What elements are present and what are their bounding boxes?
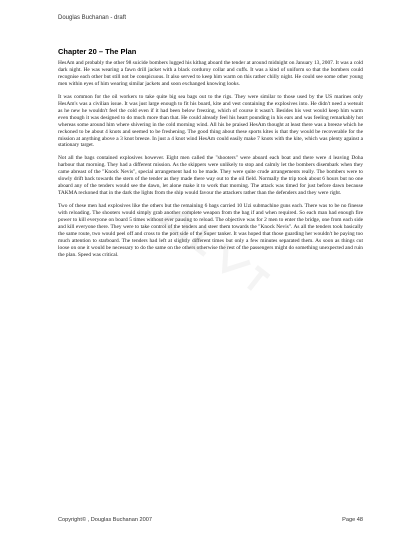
running-header: Douglas Buchanan - draft (58, 15, 127, 21)
page-number: Page 48 (342, 517, 363, 523)
copyright-notice: Copyright© , Douglas Buchanan 2007 (58, 517, 152, 523)
paragraph-1: HesAm and probably the other 98 suicide bombers lugged his kitbag aboard the tender at around midnight on January 13, 2007. It was a cold dark night. He was wearing a fawn drill jacket with a black corduroy collar and cuffs. It was a kind of uniform so that the bombers could recognise each other but still not be conspicuous. It also served to keep him warm on this rather chilly night. He could see some other young men within eyes of him wearing similar jackets and soon exchanged knowing looks. (58, 60, 363, 87)
paragraph-2: It was common for the oil workers to take quite big sea bags out to the rigs. They were similar to those used by the US marines only HesAm's was a civilian issue. It was just large enough to fit his board, kite and vest containing the explosives into. He didn't need a wetsuit as he new he wouldn't feel the cold even if it had been below freezing, which of course it wasn't. Besides his vest would keep him warm even though it was designed to do much more than that. He could already feel his heart pounding in his ears and was feeling remarkably hot whereas some around him where shivering in the cold morning wind. All his be praised HesAm thought at least there was a breeze which he reckoned to be about 4 knots and seemed to be freshening. The good thing about these sports kites is that they would be recoverable for the mission at anything above a 3 knot breeze. In just a 4 knot wind HesAm could easily make 7 knots with the kite, which was plenty against a stationary target. (58, 93, 363, 149)
paragraph-4: Two of these men had explosives like the others but the remaining 6 bags carried 10 Uzi submachine guns each. There was to be no finesse with reloading. The shooters would simply grab another complete weapon from the bag if and when required. So each man had enough fire power to kill everyone on board 5 times without ever pausing to reload. The objective was for 2 men to enter the bridge, one from each side and kill everyone there. They were to take control of the tenders and steer them towards the "Knock Nevis". As all the tenders took basically the same route, two would peel off and cross to the port side of the Super tanker. It was hoped that those guarding her wouldn't be paying too much attention to starboard. The tenders had left at slightly different times but only a few minutes separated them. As soon as things cut loose on one it would be necessary to do the same on the others otherwise the rest of the passengers might do something unexpected and ruin the plan. Speed was critical. (58, 203, 363, 258)
page-footer (58, 517, 363, 523)
chapter-title: Chapter 20 – The Plan (58, 47, 137, 56)
paragraph-3: Not all the bags contained explosives however. Eight men called the "shooters" were aboard each boat and there were 4 leaving Doha harbour that morning. They had a different mission. As the skippers were unlikely to stop and calmly let the bombers disembark when they came abreast of the "Knock Nevis", special arrangement had to be made. They were quite crude arrangements really. The bombers were to slowly drift back towards the stern of the tender as they made there way out to the oil field. Normally the trip took about 6 hours but no one aboard any of the tenders would see the dawn, let alone make it to work that morning. The attack was timed for just before dawn because TAKMA reckoned that in the dark the lights from the ship would favour the attackers rather than the defenders and they were right. (58, 155, 363, 197)
